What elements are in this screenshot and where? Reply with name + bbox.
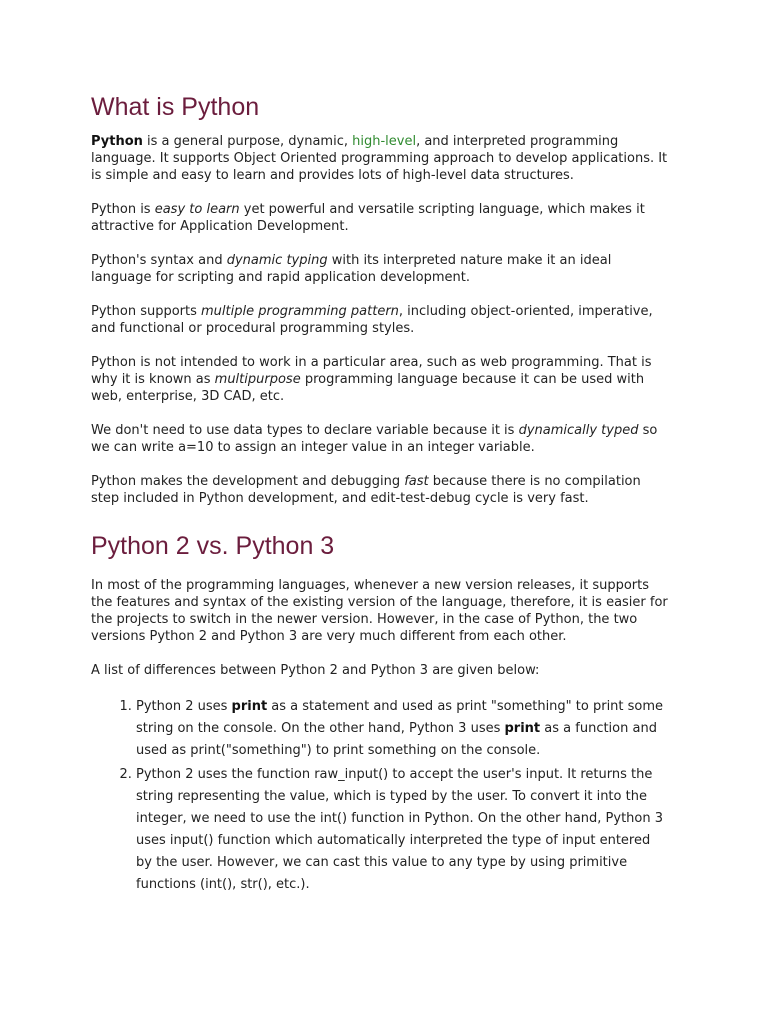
section-title-what-is-python: What is Python bbox=[91, 93, 260, 121]
paragraph-text: with its interpreted nature make it an ideal language for scripting and rapid application development. bbox=[91, 253, 612, 285]
differences-list bbox=[91, 696, 670, 896]
paragraph-multipurpose bbox=[91, 354, 670, 405]
section-title-python2-vs-python3: Python 2 vs. Python 3 bbox=[91, 532, 335, 560]
paragraph-text: Python is bbox=[91, 202, 155, 217]
list-item-text: as a statement and used as print "something" to print some string on the console. On the other hand, Python 3 uses bbox=[136, 699, 664, 736]
paragraph-text: We don't need to use data types to declare variable because it is bbox=[91, 423, 519, 438]
paragraph-fast-development bbox=[91, 473, 670, 507]
list-item bbox=[136, 764, 670, 896]
paragraph-python-intro bbox=[91, 133, 670, 184]
paragraph-versions-intro: In most of the programming languages, whenever a new version releases, it supports the features and syntax of the existing version of the language, therefore, it is easier for the projects to switch in the newer version. However, in the case of Python, the two versions Python 2 and Python 3 are very much different from each other. bbox=[91, 578, 668, 644]
paragraph-text: Python is not intended to work in a particular area, such as web programming. That is why it is known as bbox=[91, 355, 652, 387]
paragraph-text: so we can write a=10 to assign an integer value in an integer variable. bbox=[91, 423, 658, 455]
paragraph-text: yet powerful and versatile scripting language, which makes it attractive for Application Development. bbox=[91, 202, 645, 234]
paragraph-programming-patterns bbox=[91, 303, 670, 337]
list-item-text: as a function and used as print("something") to print something on the console. bbox=[136, 721, 657, 758]
list-item-text: Python 2 uses the function raw_input() to accept the user's input. It returns the string representing the value, which is typed by the user. To convert it into the integer, we need to use the int() function in Python. On the other hand, Python 3 uses input() function which automatically interpreted the type of input entered by the user. However, we can cast this value to any type by using primitive functions (int(), str(), etc.). bbox=[136, 767, 664, 892]
paragraph-text: is a general purpose, dynamic, bbox=[142, 134, 353, 149]
emphasis-text: dynamically typed bbox=[518, 423, 639, 438]
paragraph-dynamic-typing bbox=[91, 252, 670, 286]
high-level-link[interactable]: high-level bbox=[352, 134, 417, 149]
emphasis-text: multiple programming pattern bbox=[201, 304, 399, 319]
list-item bbox=[136, 696, 670, 762]
emphasis-text: easy to learn bbox=[154, 202, 240, 217]
python-bold-term: Python bbox=[91, 134, 143, 149]
paragraph-text: Python supports bbox=[91, 304, 202, 319]
paragraph-text: , including object-oriented, imperative, and functional or procedural programming styles. bbox=[91, 304, 653, 336]
print-bold-term: print bbox=[231, 699, 268, 714]
paragraph-text: because there is no compilation step included in Python development, and edit-test-debug cycle is very fast. bbox=[91, 474, 641, 506]
emphasis-text: dynamic typing bbox=[226, 253, 328, 268]
emphasis-text: fast bbox=[404, 474, 429, 489]
paragraph-easy-to-learn bbox=[91, 201, 670, 235]
paragraph-text: Python's syntax and bbox=[91, 253, 227, 268]
paragraph-text: , and interpreted programming language. It supports Object Oriented programming approach to develop applications. It is simple and easy to learn and provides lots of high-level data structures. bbox=[91, 134, 668, 183]
paragraph-differences-intro: A list of differences between Python 2 and Python 3 are given below: bbox=[91, 663, 540, 678]
list-item-text: Python 2 uses bbox=[136, 699, 232, 714]
paragraph-text: Python makes the development and debugging bbox=[91, 474, 405, 489]
print-bold-term: print bbox=[504, 721, 541, 736]
emphasis-text: multipurpose bbox=[214, 372, 301, 387]
paragraph-dynamically-typed bbox=[91, 422, 670, 456]
paragraph-text: programming language because it can be used with web, enterprise, 3D CAD, etc. bbox=[91, 372, 645, 404]
